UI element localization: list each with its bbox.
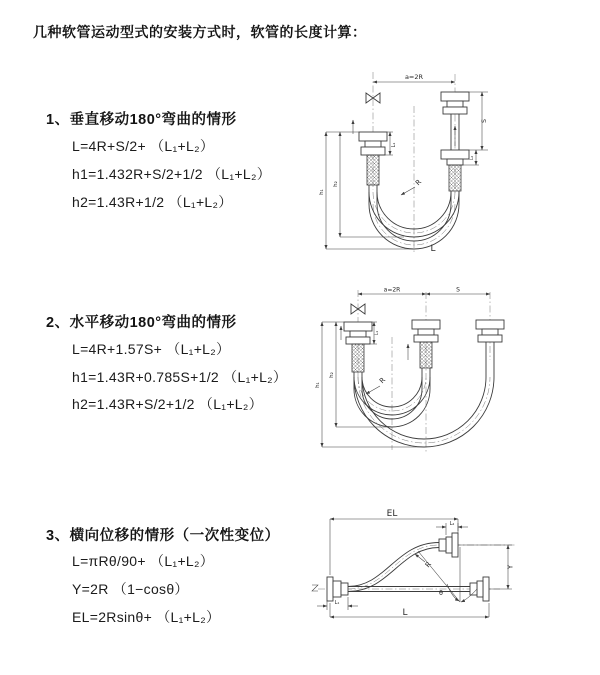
braid-section	[367, 155, 379, 185]
dim-a2r	[358, 287, 426, 295]
dim-a2r-label: a=2R	[404, 73, 424, 81]
dim-s-label: S	[481, 119, 488, 123]
section-1-heading: 1、垂直移动180°弯曲的情形	[46, 112, 237, 128]
dim-l1-label: L₁	[375, 330, 380, 336]
break-mark	[312, 585, 318, 591]
section-3-formula-l: L=πRθ/90+ （L₁+L₂）	[72, 553, 215, 569]
diagram-vertical-180-bend	[308, 62, 528, 257]
left-flange	[327, 577, 348, 601]
dim-s-label: S	[456, 286, 460, 294]
section-1-formula-l: L=4R+S/2+ （L₁+L₂）	[72, 138, 215, 154]
radius-callout	[366, 376, 387, 394]
dim-y-label: Y	[506, 564, 515, 570]
section-3-formula-y: Y=2R （1−cosθ）	[72, 581, 189, 597]
dim-h2-label: h₂	[333, 181, 339, 187]
radius-label: R	[414, 178, 424, 188]
dim-s	[426, 287, 490, 295]
section-2-formula-h2: h2=1.43R+S/2+1/2 （L₁+L₂）	[72, 396, 263, 412]
dim-l1-label: L₁	[391, 142, 397, 148]
dim-h1-label: h₁	[319, 189, 325, 195]
section-2-heading: 2、水平移动180°弯曲的情形	[46, 315, 237, 331]
right-flange-displaced	[439, 533, 458, 557]
section-2-formula-l: L=4R+1.57S+ （L₁+L₂）	[72, 341, 231, 357]
section-1-formula-h1: h1=1.432R+S/2+1/2 （L₁+L₂）	[72, 166, 272, 182]
braid-section	[449, 165, 461, 191]
dim-a2r	[373, 73, 455, 82]
dim-l2-label: L₂	[449, 521, 455, 527]
page-title: 几种软管运动型式的安装方式时，软管的长度计算：	[33, 24, 367, 40]
right-flange-original	[470, 577, 489, 601]
radius-label: R	[378, 376, 388, 386]
braid-section	[420, 342, 432, 368]
dim-l1-label: L₁	[334, 600, 340, 606]
angle-construction	[418, 547, 477, 602]
section-2-formula-h1: h1=1.43R+0.785S+1/2 （L₁+L₂）	[72, 369, 288, 385]
section-1-formula-h2: h2=1.43R+1/2 （L₁+L₂）	[72, 194, 233, 210]
diagram-horizontal-180-bend	[310, 282, 540, 454]
centerlines	[358, 290, 490, 452]
dim-a2r-label: a=2R	[383, 286, 401, 294]
dim-h1-label: h₁	[315, 382, 321, 388]
radius-callout	[401, 178, 423, 195]
dim-l1	[317, 597, 358, 610]
radius-label: R	[423, 560, 434, 570]
dim-l	[330, 603, 489, 618]
angle-theta-label: θ	[439, 589, 443, 597]
braid-section	[352, 344, 364, 372]
dim-l-label: L	[402, 608, 408, 618]
section-3-formula-el: EL=2Rsinθ+ （L₁+L₂）	[72, 609, 221, 625]
hose-s-curve	[348, 543, 439, 592]
dim-el-label: EL	[386, 509, 398, 519]
hose-arcs	[354, 377, 494, 447]
diagram-lateral-displacement	[300, 505, 545, 655]
dim-l2-label: L₂	[470, 155, 475, 161]
length-label: L	[430, 244, 436, 254]
section-3-heading: 3、横向位移的情形（一次性变位）	[46, 528, 280, 544]
radius-callout	[415, 554, 433, 569]
dim-h2-label: h₂	[329, 372, 335, 378]
